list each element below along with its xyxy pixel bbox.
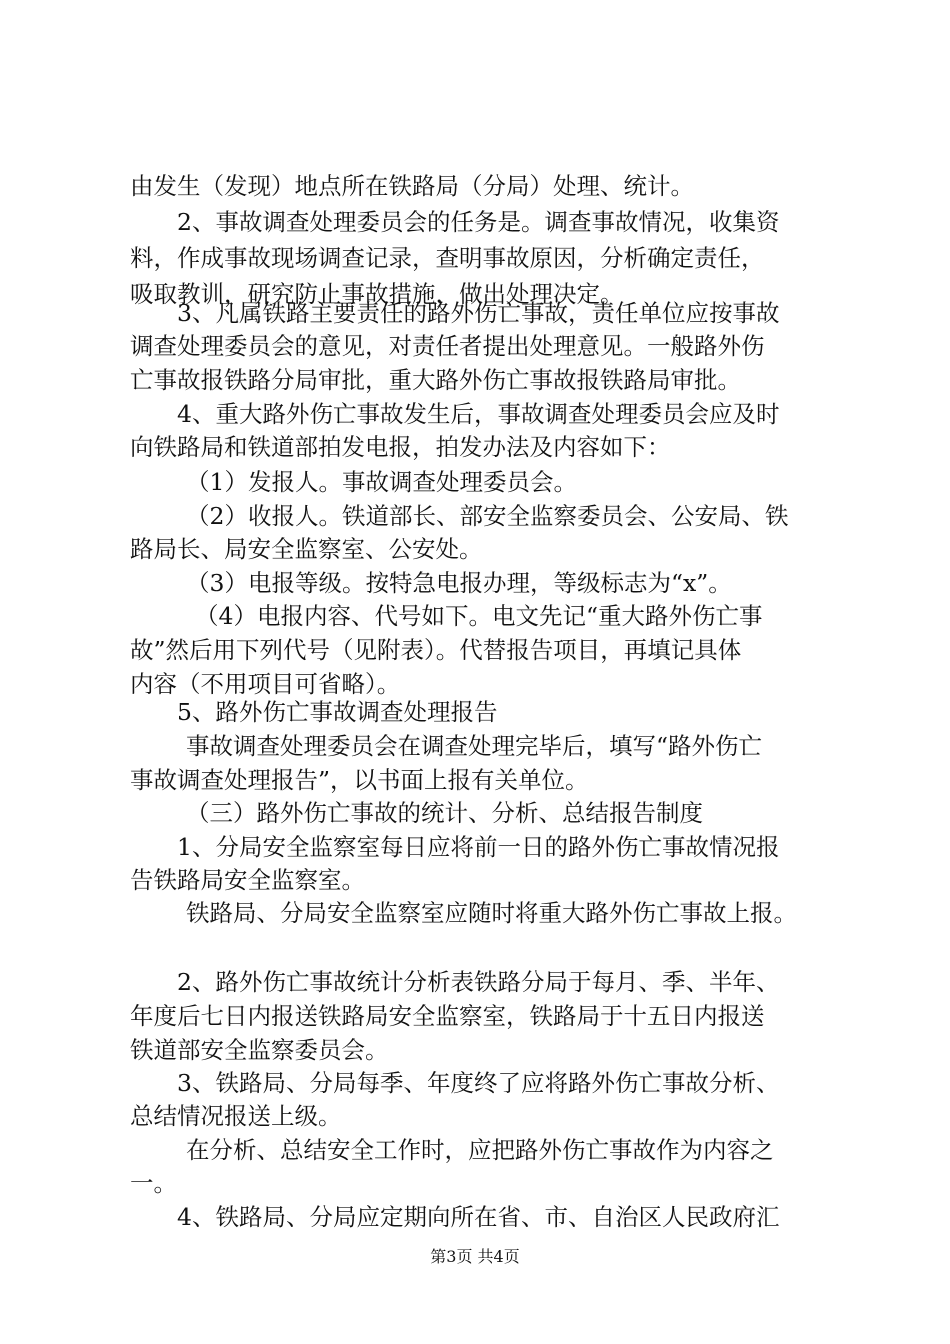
text-line: 吸取教训，研究防止事故措施，做出处理决定。	[130, 280, 624, 308]
text-line: 亡事故报铁路分局审批，重大路外伤亡事故报铁路局审批。	[130, 366, 741, 394]
text-line: （3）电报等级。按特急电报办理，等级标志为“x”。	[186, 569, 732, 597]
page-number-footer: 第3页 共4页	[430, 1247, 520, 1266]
text-line: 3、凡属铁路主要责任的路外伤亡事故，责任单位应按事故	[177, 299, 780, 327]
text-line: （4）电报内容、代号如下。电文先记“重大路外伤亡事	[195, 602, 763, 630]
text-line: 调查处理委员会的意见，对责任者提出处理意见。一般路外伤	[130, 332, 765, 360]
text-line: 故”然后用下列代号（见附表）。代替报告项目，再填记具体	[130, 636, 742, 664]
text-line: 年度后七日内报送铁路局安全监察室，铁路局于十五日内报送	[130, 1002, 765, 1030]
text-line: 向铁路局和铁道部拍发电报，拍发办法及内容如下：	[130, 433, 671, 461]
text-line: （1）发报人。事故调查处理委员会。	[186, 468, 577, 496]
text-line: 路局长、局安全监察室、公安处。	[130, 535, 483, 563]
text-line: 1、分局安全监察室每日应将前一日的路外伤亡事故情况报	[177, 833, 780, 861]
text-line: 事故调查处理委员会在调查处理完毕后，填写“路外伤亡	[186, 732, 763, 760]
text-line: 5、路外伤亡事故调查处理报告	[177, 698, 498, 726]
text-line: 2、路外伤亡事故统计分析表铁路分局于每月、季、半年、	[177, 968, 780, 996]
text-line: 铁路局、分局安全监察室应随时将重大路外伤亡事故上报。	[186, 899, 797, 927]
text-line: （三）路外伤亡事故的统计、分析、总结报告制度	[186, 799, 703, 827]
text-line: （2）收报人。铁道部长、部安全监察委员会、公安局、铁	[186, 502, 789, 530]
text-line: 总结情况报送上级。	[130, 1102, 342, 1130]
text-line: 料，作成事故现场调查记录，查明事故原因，分析确定责任，	[130, 244, 765, 272]
text-line: 4、重大路外伤亡事故发生后，事故调查处理委员会应及时	[177, 400, 780, 428]
text-line: 在分析、总结安全工作时，应把路外伤亡事故作为内容之	[186, 1136, 774, 1164]
text-line: 2、事故调查处理委员会的任务是。调查事故情况，收集资	[177, 208, 780, 236]
text-line: 事故调查处理报告”，以书面上报有关单位。	[130, 766, 589, 794]
text-line: 铁道部安全监察委员会。	[130, 1036, 389, 1064]
text-line: 内容（不用项目可省略）。	[130, 670, 401, 698]
text-line: 3、铁路局、分局每季、年度终了应将路外伤亡事故分析、	[177, 1069, 780, 1097]
text-line: 告铁路局安全监察室。	[130, 866, 365, 894]
text-line: 4、铁路局、分局应定期向所在省、市、自治区人民政府汇	[177, 1203, 780, 1231]
text-line: 由发生（发现）地点所在铁路局（分局）处理、统计。	[130, 172, 694, 200]
text-line: 一。	[130, 1169, 177, 1197]
